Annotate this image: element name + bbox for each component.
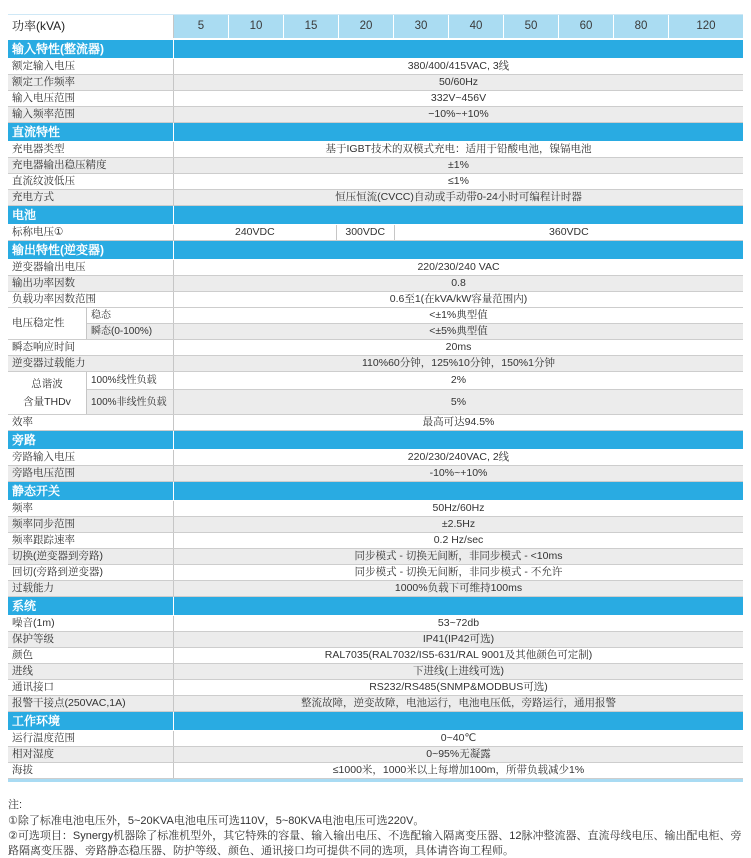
- section-header-fill: [174, 597, 743, 615]
- spec-label: 海拔: [8, 763, 174, 778]
- section-title: 工作环境: [8, 712, 174, 730]
- table-row: [8, 680, 743, 696]
- table-row: [8, 747, 743, 763]
- spec-sublabel: 100%线性负载: [87, 372, 174, 389]
- spec-sublabel: 瞬态(0-100%): [87, 324, 174, 339]
- spec-value: 220/230/240VAC, 2线: [407, 451, 510, 463]
- spec-value: ≤1000米，1000米以上每增加100m，所带负载减少1%: [332, 764, 585, 776]
- footnote-2: ②可选项目：Synergy机器除了标准机型外，其它特殊的容量、输入输出电压、不选配输入隔离变压器、12脉冲整流器、直流母线电压、输出配电柜、旁路隔离变压器、旁路静态稳压器、防护等级、颜色、通讯接口均可提供不同的选项，具体请咨询工程师。: [8, 830, 742, 857]
- spec-label: 直流纹波低压: [8, 174, 174, 189]
- power-column-120: 120: [669, 15, 743, 38]
- spec-label: 额定输入电压: [8, 59, 174, 74]
- spec-value: -10%~+10%: [429, 467, 488, 479]
- section-header-output: [8, 241, 743, 260]
- spec-label: 电压稳定性: [8, 308, 87, 339]
- table-row: [8, 276, 743, 292]
- table-row: [8, 190, 743, 206]
- table-row: [8, 466, 743, 482]
- spec-label: 标称电压①: [8, 225, 174, 240]
- section-title: 系统: [8, 597, 174, 615]
- section-title: 电池: [8, 206, 174, 224]
- table-row: [8, 415, 743, 431]
- spec-label: 进线: [8, 664, 174, 679]
- power-column-15: 15: [284, 15, 339, 38]
- power-column-10: 10: [229, 15, 284, 38]
- spec-value: 2%: [450, 374, 467, 386]
- spec-label: 旁路输入电压: [8, 450, 174, 465]
- spec-value: 同步模式 - 切换无间断，非同步模式 - <10ms: [354, 550, 563, 562]
- battery-voltage-360: 360VDC: [549, 226, 589, 238]
- power-column-50: 50: [504, 15, 559, 38]
- spec-value: 220/230/240 VAC: [417, 261, 500, 273]
- spec-label: 效率: [8, 415, 174, 430]
- section-header-fill: [174, 206, 743, 224]
- table-row: [8, 292, 743, 308]
- spec-sublabel: 100%非线性负载: [87, 390, 174, 414]
- spec-label: 频率跟踪速率: [8, 533, 174, 548]
- table-row: [8, 450, 743, 466]
- spec-value: IP41(IP42可选): [422, 633, 495, 645]
- spec-value: ±2.5Hz: [441, 518, 476, 530]
- spec-label: 颜色: [8, 648, 174, 663]
- spec-value: 110%60分钟，125%10分钟，150%1分钟: [362, 357, 555, 369]
- table-row: [87, 324, 743, 339]
- table-row: [8, 517, 743, 533]
- power-column-30: 30: [394, 15, 449, 38]
- spec-value: RS232/RS485(SNMP&MODBUS可选): [369, 681, 548, 693]
- section-header-fill: [174, 40, 743, 58]
- spec-value: 下进线(上进线可选): [413, 665, 504, 677]
- table-row: [8, 664, 743, 680]
- table-row: [8, 174, 743, 190]
- spec-value: ±1%: [448, 159, 469, 171]
- section-header-input: [8, 40, 743, 59]
- spec-value: 0.6至1(在kVA/kW容量范围内): [389, 293, 528, 305]
- spec-label: 回切(旁路到逆变器): [8, 565, 174, 580]
- spec-label: 负载功率因数范围: [8, 292, 174, 307]
- battery-voltage-300: 300VDC: [337, 225, 395, 240]
- spec-label: 切换(逆变器到旁路): [8, 549, 174, 564]
- spec-value: RAL7035(RAL7032/IS5-631/RAL 9001及其他颜色可定制): [324, 649, 593, 661]
- spec-value: 50/60Hz: [438, 76, 479, 88]
- table-row: [8, 581, 743, 597]
- voltage-stability-subrows: [87, 308, 743, 339]
- spec-label: 输出功率因数: [8, 276, 174, 291]
- footnote-1: ①除了标准电池电压外，5~20KVA电池电压可选110V，5~80KVA电池电压可选220V。: [8, 814, 425, 827]
- spec-label: 保护等级: [8, 632, 174, 647]
- spec-label: 充电器类型: [8, 142, 174, 157]
- footnotes: [8, 798, 743, 858]
- spec-label: 相对湿度: [8, 747, 174, 762]
- spec-label: 过载能力: [8, 581, 174, 596]
- spec-value: <±5%典型值: [429, 325, 488, 337]
- spec-value: 基于IGBT技术的双模式充电：适用于铅酸电池，镍镉电池: [325, 143, 592, 155]
- section-header-environment: [8, 712, 743, 731]
- power-column-5: 5: [174, 15, 229, 38]
- spec-label: 逆变器过载能力: [8, 356, 174, 371]
- table-row: [8, 107, 743, 123]
- table-row: [8, 549, 743, 565]
- spec-label: [8, 372, 87, 414]
- spec-value: 5%: [450, 395, 467, 408]
- section-title: 输入特性(整流器): [8, 40, 174, 58]
- spec-value: ≤1%: [448, 175, 469, 187]
- spec-label: 报警干接点(250VAC,1A): [8, 696, 174, 711]
- spec-value: 0~40℃: [440, 732, 477, 744]
- section-title: 旁路: [8, 431, 174, 449]
- table-row: [8, 696, 743, 712]
- spec-value: 1000%负载下可维持100ms: [394, 582, 523, 594]
- section-header-battery: [8, 206, 743, 225]
- spec-label: 运行温度范围: [8, 731, 174, 746]
- spec-label: 旁路电压范围: [8, 466, 174, 481]
- thd-subrows: [87, 372, 743, 414]
- table-row: [87, 390, 743, 414]
- voltage-stability-group: [8, 308, 743, 340]
- thd-label-line2: 含量THDv: [23, 395, 71, 408]
- table-row: [8, 616, 743, 632]
- spec-label: 充电方式: [8, 190, 174, 205]
- spec-label: 充电器输出稳压精度: [8, 158, 174, 173]
- section-header-fill: [174, 123, 743, 141]
- table-row: [87, 372, 743, 390]
- section-title: 直流特性: [8, 123, 174, 141]
- spec-value: <±1%典型值: [429, 309, 488, 321]
- table-row: [8, 501, 743, 517]
- section-header-fill: [174, 431, 743, 449]
- spec-value: 20ms: [445, 341, 472, 353]
- power-header-row: [8, 15, 743, 40]
- spec-label: 瞬态响应时间: [8, 340, 174, 355]
- section-header-bypass: [8, 431, 743, 450]
- table-row: [8, 75, 743, 91]
- table-row: [8, 533, 743, 549]
- spec-label: 额定工作频率: [8, 75, 174, 90]
- section-header-fill: [174, 482, 743, 500]
- section-header-system: [8, 597, 743, 616]
- spec-value: 380/400/415VAC, 3线: [407, 60, 510, 72]
- section-header-fill: [174, 241, 743, 259]
- section-title: 静态开关: [8, 482, 174, 500]
- table-row: [8, 731, 743, 747]
- table-row: [8, 356, 743, 372]
- spec-value: 同步模式 - 切换无间断，非同步模式 - 不允许: [354, 566, 563, 578]
- table-row: [8, 142, 743, 158]
- footnotes-title: 注:: [8, 799, 23, 811]
- table-row: [87, 308, 743, 324]
- table-row: [8, 340, 743, 356]
- spec-value: 332V~456V: [430, 92, 487, 104]
- spec-sublabel: 稳态: [87, 308, 174, 323]
- thd-label-line1: 总谐波: [31, 377, 63, 390]
- spec-label: 逆变器输出电压: [8, 260, 174, 275]
- power-columns: [174, 15, 743, 38]
- battery-voltage-row: [8, 225, 743, 241]
- spec-value: 0.8: [451, 277, 466, 289]
- section-header-dc: [8, 123, 743, 142]
- table-row: [8, 260, 743, 276]
- power-header-label: 功率(kVA): [8, 15, 174, 38]
- spec-label: 频率同步范围: [8, 517, 174, 532]
- spec-label: 噪音(1m): [8, 616, 174, 631]
- power-column-40: 40: [449, 15, 504, 38]
- power-column-80: 80: [614, 15, 669, 38]
- table-row: [8, 565, 743, 581]
- spec-value: 恒压恒流(CVCC)自动或手动带0-24小时可编程计时器: [335, 191, 582, 203]
- spec-label: 输入频率范围: [8, 107, 174, 122]
- table-row: [8, 59, 743, 75]
- spec-value: 0~95%无凝露: [426, 748, 491, 760]
- power-column-60: 60: [559, 15, 614, 38]
- table-row: [8, 158, 743, 174]
- spec-value: 整流故障，逆变故障，电池运行，电池电压低，旁路运行，通用报警: [301, 697, 616, 709]
- section-title: 输出特性(逆变器): [8, 241, 174, 259]
- spec-value: 50Hz/60Hz: [432, 502, 485, 514]
- spec-value: −10%~+10%: [428, 108, 489, 120]
- power-column-20: 20: [339, 15, 394, 38]
- table-row: [8, 632, 743, 648]
- spec-value: 53~72db: [437, 617, 480, 629]
- table-row: [8, 91, 743, 107]
- spec-value: 最高可达94.5%: [422, 416, 495, 428]
- section-header-static-switch: [8, 482, 743, 501]
- spec-label: 输入电压范围: [8, 91, 174, 106]
- battery-voltage-values: [174, 225, 743, 240]
- thd-group: [8, 372, 743, 415]
- section-header-fill: [174, 712, 743, 730]
- spec-label: 频率: [8, 501, 174, 516]
- table-row: [8, 648, 743, 664]
- spec-value: 0.2 Hz/sec: [433, 534, 484, 546]
- spec-label: 通讯接口: [8, 680, 174, 695]
- spec-table: [8, 14, 743, 782]
- battery-voltage-240: 240VDC: [174, 225, 337, 240]
- table-row: [8, 763, 743, 779]
